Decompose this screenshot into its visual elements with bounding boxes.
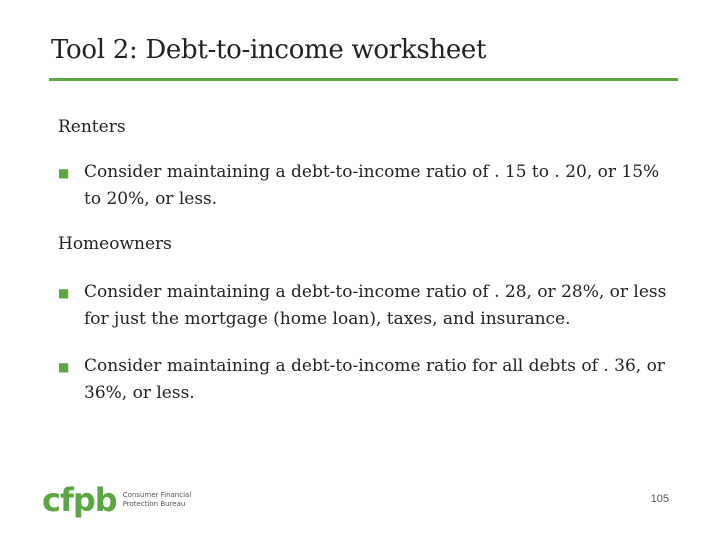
title-divider: [49, 78, 678, 81]
square-bullet-icon: ■: [58, 286, 70, 300]
bullet-text: Consider maintaining a debt-to-income ratio of . 28, or 28%, or less for just the mortgage (home loan), taxes, and insurance.: [84, 282, 667, 329]
bullet-item-homeowners-mortgage: [58, 279, 668, 333]
page-title: Tool 2: Debt-to-income worksheet: [51, 35, 487, 65]
section-heading-renters: Renters: [58, 117, 126, 137]
bullet-text: Consider maintaining a debt-to-income ratio of . 15 to . 20, or 15% to 20%, or less.: [84, 162, 660, 209]
cfpb-logo: [42, 481, 192, 519]
section-heading-homeowners: Homeowners: [58, 234, 172, 254]
square-bullet-icon: ■: [58, 360, 70, 374]
logo-text-line-1: Consumer Financial: [122, 491, 192, 499]
bullet-text: Consider maintaining a debt-to-income ratio for all debts of . 36, or 36%, or less.: [84, 356, 665, 403]
logo-mark: cfpb: [42, 481, 117, 519]
bullet-item-renters-ratio: [58, 159, 668, 213]
square-bullet-icon: ■: [58, 166, 70, 180]
logo-wordmark: [123, 491, 192, 509]
page-number: 105: [650, 493, 669, 505]
bullet-item-homeowners-all-debts: [58, 353, 668, 407]
logo-text-line-2: Protection Bureau: [122, 500, 186, 508]
